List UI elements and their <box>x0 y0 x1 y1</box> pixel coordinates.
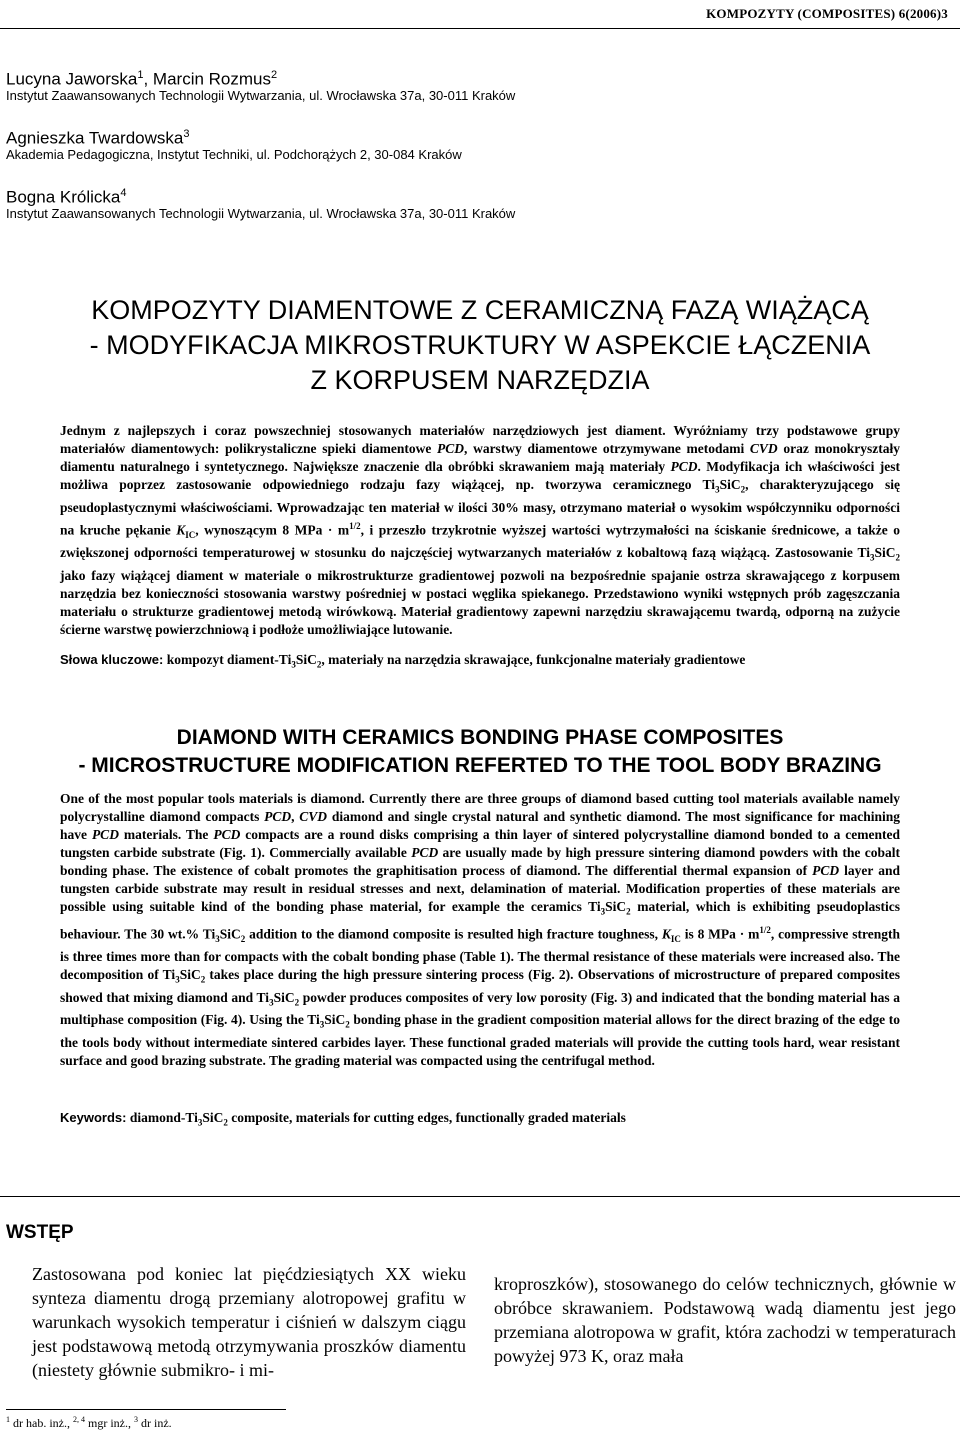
section-rule <box>0 1196 960 1197</box>
author-sup: 2 <box>271 69 278 81</box>
author-sup: 4 <box>120 187 127 199</box>
author-names-3 <box>6 182 946 207</box>
paper-title-pl <box>0 293 960 398</box>
section-heading: WSTĘP <box>6 1222 74 1243</box>
body-column-right: kroproszków), stosowanego do celów technicznych, głównie w obróbce skrawaniem. Podstawową wadą diamentu jest jego przemiana alotropowa w grafit, która zachodzi w temperaturach powyżej 973 K, oraz mała <box>494 1274 956 1366</box>
title-en-line: DIAMOND WITH CERAMICS BONDING PHASE COMPOSITES <box>176 726 784 749</box>
paper-title-en <box>0 724 960 780</box>
body-column-left: Zastosowana pod koniec lat pięćdziesiątych XX wieku synteza diamentu drogą przemiany alotropowej grafitu w warunkach wysokich temperatur i ciśnień w dalszym ciągu jest podstawową metodą otrzymywania proszków diamentu (niestety głównie submikro- i mi- <box>32 1264 466 1380</box>
affiliation-3: Instytut Zaawansowanych Technologii Wytwarzania, ul. Wrocławska 37a, 30-011 Kraków <box>6 206 516 221</box>
author-block <box>6 64 946 223</box>
abstract-en: One of the most popular tools materials is diamond. Currently there are three groups of diamond based cutting tool materials available namely polycrystalline diamond compacts PCD, CVD diamond and single crystal natural and synthetic diamond. The most significance for machining have PCD materials. The PCD compacts are a round disks comprising a thin layer of sintered polycrystalline diamond bonded to a cemented tungsten carbide substrate (Fig. 1). Commercially available PCD are usually made by high pressure sintering diamond powders with the cobalt bonding phase. The existence of cobalt promotes the graphitisation process of diamond. The differential thermal expansion of PCD layer and tungsten carbide substrate may result in residual stresses and next, delamination of material. Modification properties of these materials are possible using suitable kind of the bonding phase material, for example the ceramics $Ti_3SiC_2$ material, which is exhibiting pseudoplastics behaviour. The 30 wt.% $Ti_3SiC_2$ addition to the diamond composite is resulted high fracture toughness, $K_{IC}$ is 8 MPa · $m^{1/2}$, compressive strength is three times more than for compacts with the cobalt bonding phase (Table 1). The thermal resistance of these materials were increased also. The decomposition of $Ti_3SiC_2$ takes place during the high pressure sintering process (Fig. 2). Observations of microstructure of prepared composites showed that mixing diamond and $Ti_3SiC_2$ powder produces composites of very low porosity (Fig. 3) and indicated that the bonding material has a multiphase composition (Fig. 4). Using the $Ti_3SiC_2$ bonding phase in the gradient composition material allows for the direct brazing of the edge to the tools body without intermediate sintered carbides layer. These functional graded materials will provide the cutting tools hard, wear resistant surface and good brazing substrate. The grading material was compacted using the centrifugal method. <box>60 791 901 1068</box>
keywords-pl: Słowa kluczowe: kompozyt diament-$Ti_3SiC_2$, materiały na narzędzia skrawające, funkcjonalne materiały gradientowe <box>60 652 746 670</box>
author-sup: 3 <box>183 128 190 140</box>
author-names-1 <box>6 64 946 89</box>
affiliation-1: Instytut Zaawansowanych Technologii Wytwarzania, ul. Wrocławska 37a, 30-011 Kraków <box>6 88 516 103</box>
author-name: , Marcin Rozmus <box>143 69 271 89</box>
title-pl-line: Z KORPUSEM NARZĘDZIA <box>310 365 650 395</box>
author-sup: 1 <box>137 69 144 81</box>
title-en-line: - MICROSTRUCTURE MODIFICATION REFERTED TO THE TOOL BODY BRAZING <box>78 754 882 777</box>
footnote: $^1$ dr hab. inż., $^{2, 4}$ mgr inż., $^3$ dr inż. <box>6 1415 172 1430</box>
author-name: Agnieszka Twardowska <box>6 128 184 148</box>
keywords-label: Keywords: <box>60 1110 127 1125</box>
title-pl-line: - MODYFIKACJA MIKROSTRUKTURY W ASPEKCIE ŁĄCZENIA <box>89 330 871 360</box>
affiliation-2: Akademia Pedagogiczna, Instytut Techniki, ul. Podchorążych 2, 30-084 Kraków <box>6 147 462 162</box>
running-head: KOMPOZYTY (COMPOSITES) 6(2006)3 <box>706 6 948 21</box>
keywords-label: Słowa kluczowe: <box>60 652 164 667</box>
keywords-en: Keywords: diamond-$Ti_3SiC_2$ composite, materials for cutting edges, functionally graded materials <box>60 1110 626 1128</box>
footnote-rule <box>6 1409 286 1410</box>
author-name: Bogna Królicka <box>6 187 121 207</box>
header-rule <box>0 28 960 29</box>
abstract-pl: Jednym z najlepszych i coraz powszechniej stosowanych materiałów narzędziowych jest diament. Wyróżniamy trzy podstawowe grupy materiałów diamentowych: polikrystaliczne spieki diamentowe PCD, warstwy diamentowe otrzymywane metodami CVD oraz monokryształy diamentu naturalnego i syntetycznego. Największe znaczenie dla obróbki skrawaniem mają materiały PCD. Modyfikacja ich właściwości jest możliwa poprzez zastosowanie odpowiedniego rodzaju fazy wiążącej, np. tworzywa ceramicznego $Ti_3SiC_2$, charakteryzującego się pseudoplastycznymi właściwościami. Wprowadzając ten materiał w ilości 30% masy, otrzymano materiał o wysokim współczynniku odporności na kruche pękanie $K_{IC}$, wynoszącym 8 MPa · $m^{1/2}$, i przeszło trzykrotnie wyższej wartości wytrzymałości na ściskanie średnicowe, a także o zwiększonej odporności temperaturowej w stosunku do najczęściej wytwarzanych materiałów z kobaltową fazą wiążącą. Zastosowanie $Ti_3SiC_2$ jako fazy wiążącej diament w materiale o mikrostrukturze gradientowej pozwoli na bezpośrednie spajanie ostrza skrawającego z korpusem narzędzia bez konieczności stosowania warstwy pośredniej w postaci węglika spiekanego. Przedstawiono wyniki wstępnych prób zagęszczania materiału o strukturze gradientowej metodą wirówkową. Materiał gradientowy zapewni narzędziu skrawającemu twardą, odporną na zużycie ścierne warstwę powierzchniową i podłoże umożliwiające lutowanie. <box>60 423 900 637</box>
author-names-2 <box>6 123 946 148</box>
author-name: Lucyna Jaworska <box>6 69 138 89</box>
title-pl-line: KOMPOZYTY DIAMENTOWE Z CERAMICZNĄ FAZĄ WIĄŻĄCĄ <box>91 295 869 325</box>
